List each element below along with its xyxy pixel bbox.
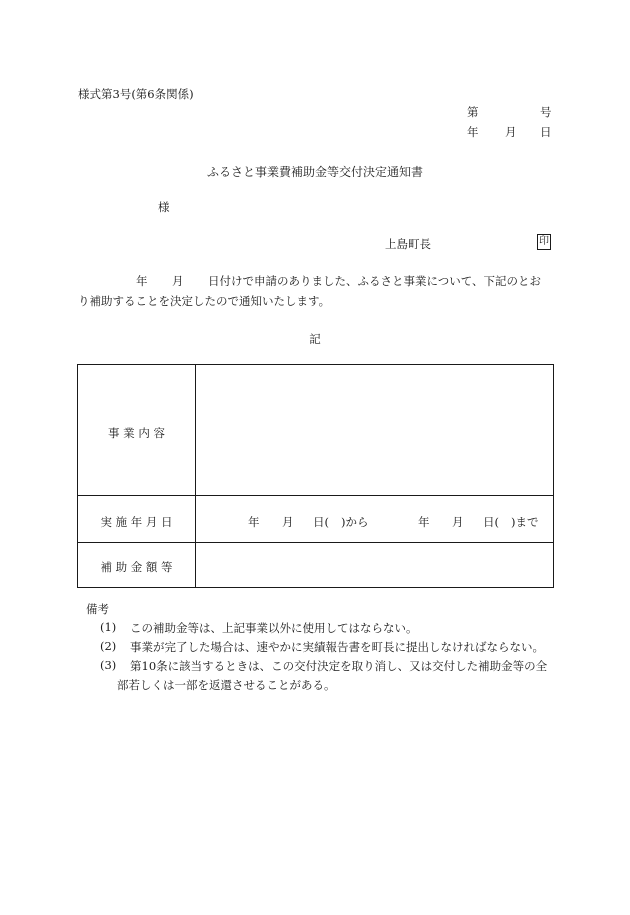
note-number: (1) xyxy=(100,620,117,634)
document-number-suffix: 号 xyxy=(540,105,552,119)
addressee-suffix: 様 xyxy=(158,200,170,214)
date-day-label: 日 xyxy=(540,125,552,139)
notes-title: 備考 xyxy=(86,602,109,616)
body-line-1-text: 日付けで申請のありました、ふるさと事業について、下記のとお xyxy=(208,274,542,288)
body-line-2: り補助することを決定したので通知いたします。 xyxy=(78,294,331,308)
end-close: )まで xyxy=(511,515,539,529)
document-number-label: 第 xyxy=(467,105,479,119)
end-day: 日( xyxy=(483,515,499,529)
note-text: 事業が完了した場合は、速やかに実績報告書を町長に提出しなければならない。 xyxy=(130,640,544,654)
date-month-label: 月 xyxy=(505,125,517,139)
body-month-label: 月 xyxy=(172,274,184,288)
note-number: (3) xyxy=(100,658,117,672)
seal-mark: 印 xyxy=(537,234,551,250)
start-month: 月 xyxy=(282,515,294,529)
date-year-label: 年 xyxy=(467,125,479,139)
sender-name: 上島町長 xyxy=(385,237,431,251)
details-table xyxy=(77,364,554,588)
end-year: 年 xyxy=(418,515,430,529)
note-text-continuation: 部若しくは一部を返還させることがある。 xyxy=(117,678,336,692)
note-text: この補助金等は、上記事業以外に使用してはならない。 xyxy=(130,621,418,635)
document-title: ふるさと事業費補助金等交付決定通知書 xyxy=(206,165,423,179)
start-close: )から xyxy=(341,515,369,529)
business-content-label: 事 業 内 容 xyxy=(108,426,165,440)
body-year-label: 年 xyxy=(136,274,148,288)
start-year: 年 xyxy=(248,515,260,529)
form-number: 様式第3号(第6条関係) xyxy=(78,87,194,101)
subsidy-amount-field xyxy=(196,543,553,587)
note-text: 第10条に該当するときは、この交付決定を取り消し、又は交付した補助金等の全 xyxy=(130,659,548,673)
subsidy-amount-label: 補 助 金 額 等 xyxy=(100,560,173,574)
start-day: 日( xyxy=(313,515,329,529)
note-number: (2) xyxy=(100,639,117,653)
table-row-divider xyxy=(78,495,553,496)
ki-heading: 記 xyxy=(309,332,321,346)
implementation-date-label: 実 施 年 月 日 xyxy=(100,515,173,529)
business-content-field xyxy=(196,365,553,495)
end-month: 月 xyxy=(452,515,464,529)
